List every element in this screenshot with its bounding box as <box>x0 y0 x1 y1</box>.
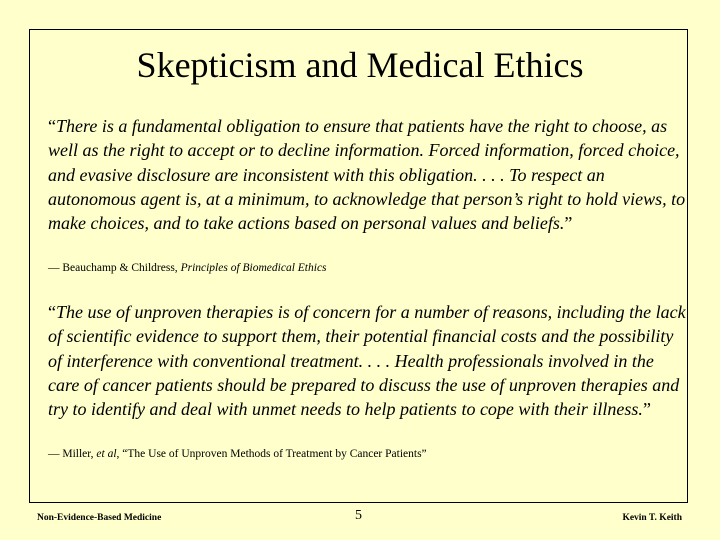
quote-text: The use of unproven therapies is of concern for a number of reasons, including the lack of scientific evidence to support them, their potential financial costs and the possibility of interference with conventional treatment. . . . Health professionals involved in the care of cancer patients should be prepared to discuss the use of unproven therapies and try to identify and deal with unmet needs to help patients to cope with their illness. <box>48 302 686 420</box>
quote-miller <box>48 300 688 421</box>
attribution-suffix: , “The Use of Unproven Methods of Treatment by Cancer Patients” <box>116 448 427 460</box>
quote-attribution <box>48 261 327 275</box>
close-quote-mark: ” <box>642 399 651 420</box>
attribution-source: Principles of Biomedical Ethics <box>180 262 327 274</box>
open-quote-mark: “ <box>48 116 56 136</box>
attribution-author: — Miller, <box>48 448 97 460</box>
footer-course-title: Non-Evidence-Based Medicine <box>37 513 162 523</box>
close-quote-mark: ” <box>564 213 573 234</box>
open-quote-mark: “ <box>48 302 56 322</box>
quote-attribution <box>48 447 427 461</box>
quote-text: There is a fundamental obligation to ensure that patients have the right to choose, as well as the right to accept or to decline information. Forced information, forced choice, and evasive disclosure are inconsistent with this obligation. . . . To respect an autonomous agent is, at a minimum, to acknowledge that person’s right to hold views, to make choices, and to take actions based on personal values and beliefs. <box>48 116 686 234</box>
slide-title: Skepticism and Medical Ethics <box>136 45 584 85</box>
attribution-author: — Beauchamp & Childress, <box>48 262 181 274</box>
quote-beauchamp-childress <box>48 114 688 235</box>
footer-page-number: 5 <box>355 508 362 523</box>
footer-author: Kevin T. Keith <box>622 513 682 523</box>
attribution-source: et al <box>96 448 117 460</box>
